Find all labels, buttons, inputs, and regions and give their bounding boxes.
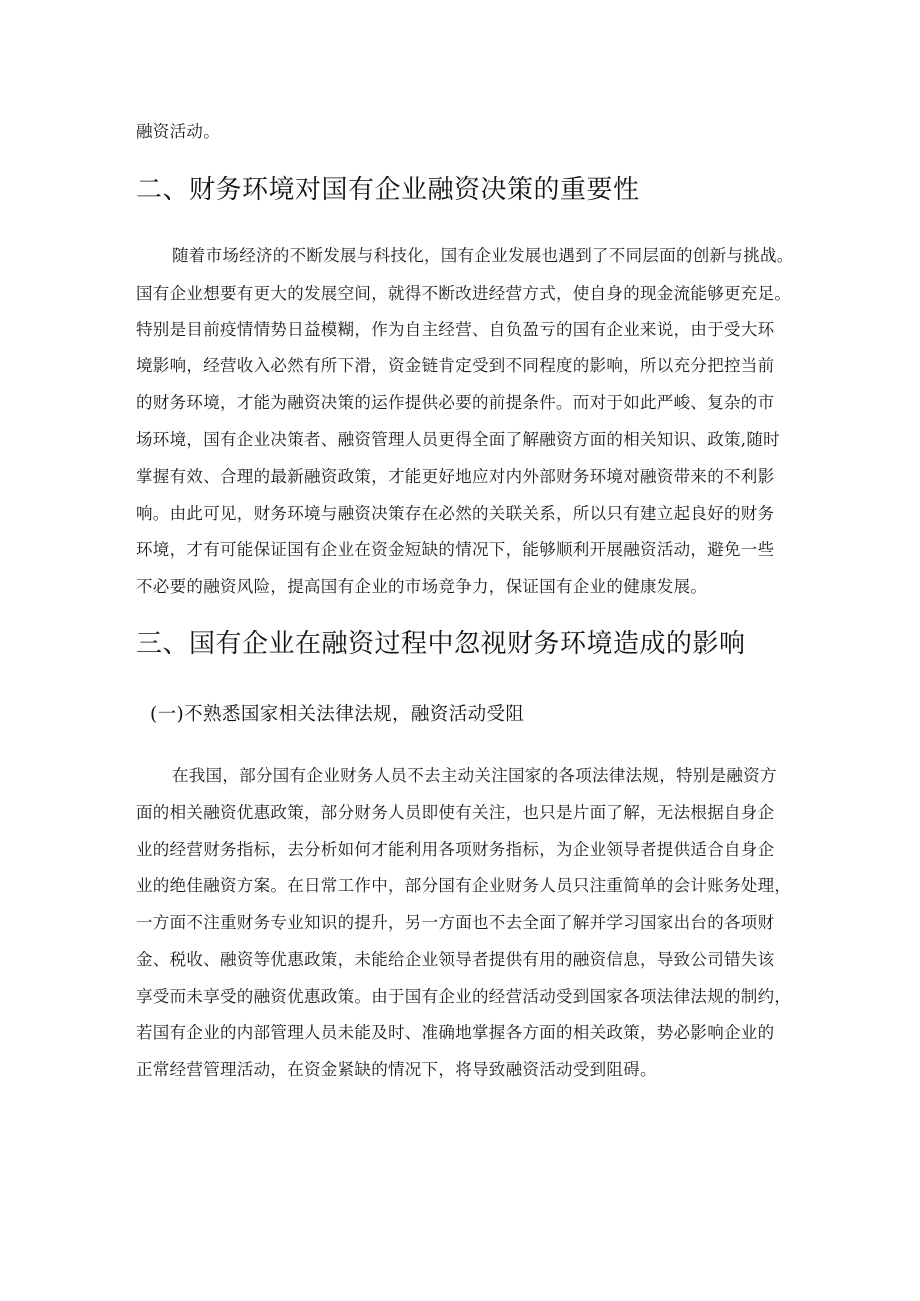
paragraph-line: 场环境，国有企业决策者、融资管理人员更得全面了解融资方面的相关知识、政策,随时 xyxy=(136,430,780,449)
section-heading-2: 二、财务环境对国有企业融资决策的重要性 xyxy=(136,175,640,205)
paragraph-line: 的财务环境，才能为融资决策的运作提供必要的前提条件。而对于如此严峻、复杂的市 xyxy=(136,393,775,412)
paragraph-line: 正常经营管理活动，在资金紧缺的情况下，将导致融资活动受到阻碍。 xyxy=(136,1060,657,1079)
paragraph-line: 境影响，经营收入必然有所下滑，资金链肯定受到不同程度的影响，所以充分把控当前 xyxy=(136,356,775,375)
subsection-heading: (一)不熟悉国家相关法律法规，融资活动受阻 xyxy=(150,704,525,725)
paragraph-line: 随着市场经济的不断发展与科技化，国有企业发展也遇到了不同层面的创新与挑战。 xyxy=(172,246,794,265)
section-heading-3: 三、国有企业在融资过程中忽视财务环境造成的影响 xyxy=(136,629,746,659)
paragraph-line: 享受而未享受的融资优惠政策。由于国有企业的经营活动受到国家各项法律法规的制约， xyxy=(136,987,792,1006)
paragraph-line: 业的经营财务指标，去分析如何才能利用各项财务指标，为企业领导者提供适合自身企 xyxy=(136,840,775,859)
paragraph-line: 响。由此可见，财务环境与融资决策存在必然的关联关系，所以只有建立起良好的财务 xyxy=(136,504,775,523)
paragraph-line: 金、税收、融资等优惠政策，未能给企业领导者提供有用的融资信息，导致公司错失该 xyxy=(136,950,775,969)
paragraph-line: 业的绝佳融资方案。在日常工作中，部分国有企业财务人员只注重简单的会计账务处理， xyxy=(136,876,792,895)
paragraph-line: 在我国，部分国有企业财务人员不去主动关注国家的各项法律法规，特别是融资方 xyxy=(172,766,777,785)
paragraph-line: 特别是目前疫情情势日益模糊，作为自主经营、自负盈亏的国有企业来说，由于受大环 xyxy=(136,320,775,339)
paragraph-tail: 融资活动。 xyxy=(136,122,220,141)
paragraph-line: 环境，才有可能保证国有企业在资金短缺的情况下，能够顺利开展融资活动，避免一些 xyxy=(136,540,775,559)
paragraph-line: 若国有企业的内部管理人员未能及时、准确地掌握各方面的相关政策，势必影响企业的 xyxy=(136,1023,775,1042)
paragraph-line: 面的相关融资优惠政策，部分财务人员即使有关注，也只是片面了解，无法根据自身企 xyxy=(136,803,775,822)
paragraph-line: 不必要的融资风险，提高国有企业的市场竞争力，保证国有企业的健康发展。 xyxy=(136,577,708,596)
paragraph-line: 一方面不注重财务专业知识的提升，另一方面也不去全面了解并学习国家出台的各项财 xyxy=(136,913,775,932)
paragraph-line: 国有企业想要有更大的发展空间，就得不断改进经营方式，使自身的现金流能够更充足。 xyxy=(136,284,792,303)
paragraph-line: 掌握有效、合理的最新融资政策，才能更好地应对内外部财务环境对融资带来的不利影 xyxy=(136,467,775,486)
